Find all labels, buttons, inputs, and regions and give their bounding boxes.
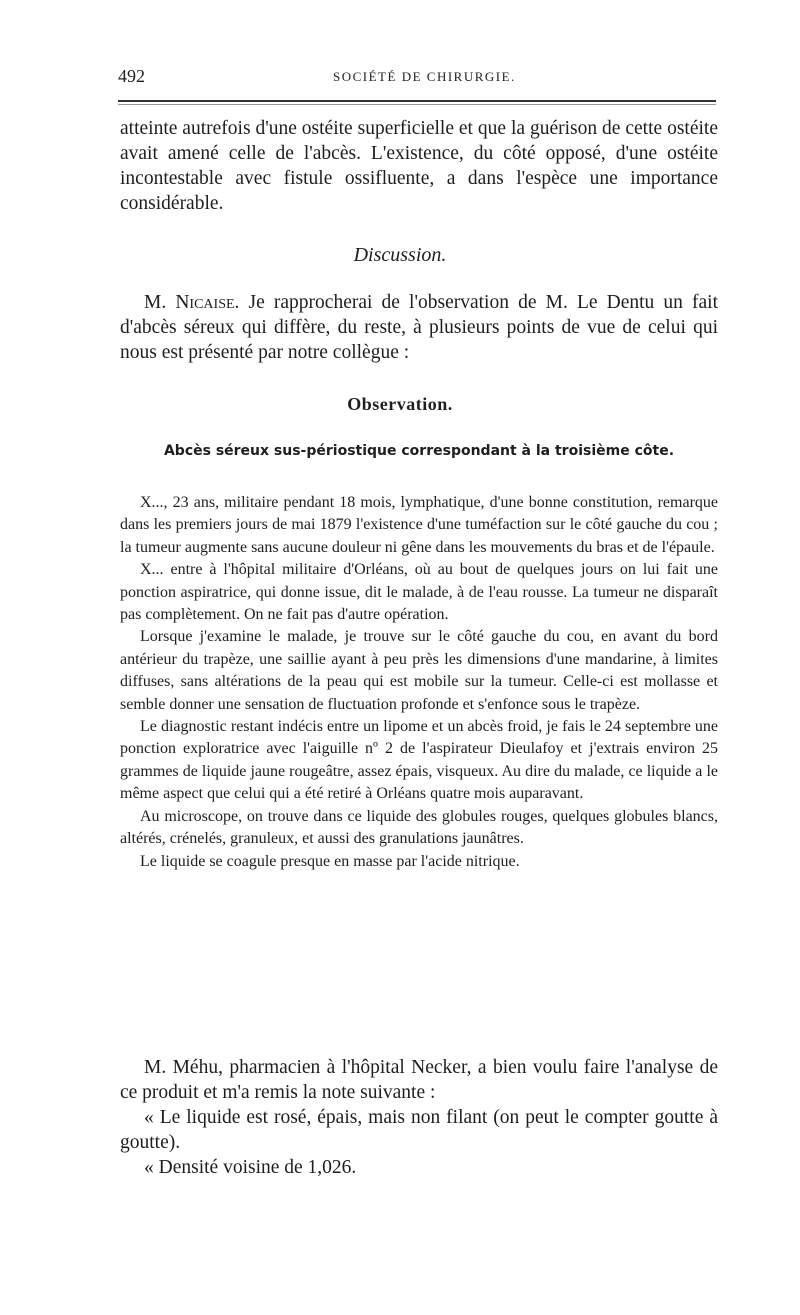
- quote-paragraph: « Le liquide est rosé, épais, mais non filant (on peut le compter goutte à goutte).: [120, 1107, 718, 1153]
- observation-body: [120, 492, 718, 873]
- observation-paragraph: Le diagnostic restant indécis entre un lipome et un abcès froid, je fais le 24 septembre une ponction exploratrice avec l'aiguille nº 2 de l'aspirateur Dieulafoy et j'extrais environ 25 grammes de liquide jaune rougeâtre, assez épais, visqueux. Au dire du malade, ce liquide a le même aspect que celui qui a été retiré à Orléans quatre mois auparavant.: [120, 718, 718, 803]
- observation-paragraph: Au microscope, on trouve dans ce liquide des globules rouges, quelques globules blancs, altérés, crénelés, granuleux, et aussi des granulations jaunâtres.: [120, 807, 718, 848]
- observation-paragraph: Le liquide se coagule presque en masse par l'acide nitrique.: [140, 852, 520, 870]
- observation-paragraph: X..., 23 ans, militaire pendant 18 mois, lymphatique, d'une bonne constitution, remarque dans les premiers jours de mai 1879 l'existence d'une tuméfaction sur le côté gauche du cou ; la tumeur augmente sans aucune douleur ni gêne dans les mouvements du bras et de l'épaule.: [120, 494, 718, 556]
- nicaise-paragraph: [120, 290, 718, 365]
- observation-heading: Observation.: [347, 394, 453, 414]
- intro-paragraph: atteinte autrefois d'une ostéite superficielle et que la guérison de cette ostéite avait amené celle de l'abcès. L'existence, du côté opposé, d'une ostéite incontestable avec fistule ossifluente, a dans l'espèce une importance considérable.: [120, 118, 718, 214]
- observation-subheading: Abcès séreux sus-périostique correspondant à la troisième côte.: [163, 443, 675, 459]
- observation-paragraph: Lorsque j'examine le malade, je trouve sur le côté gauche du cou, en avant du bord antérieur du trapèze, une saillie ayant à peu près les dimensions d'une mandarine, à limites diffuses, sans altérations de la peau qui est mobile sur la tumeur. Celle-ci est mollasse et semble donner une sensation de fluctuation profonde et s'enfonce sous le trapèze.: [120, 628, 718, 713]
- quote-paragraph: « Densité voisine de 1,026.: [144, 1157, 357, 1178]
- speaker-name: Nicaise: [175, 292, 235, 313]
- page-header: [118, 66, 718, 96]
- running-title: SOCIÉTÉ DE CHIRURGIE.: [333, 69, 516, 84]
- header-rule: [118, 100, 716, 102]
- nicaise-text: . Je rapprocherai de l'observation de M. Le Dentu un fait d'abcès séreux qui diffère, du reste, à plusieurs points de vue de celui qui nous est présenté par notre collègue :: [120, 292, 719, 363]
- mehu-paragraph: M. Méhu, pharmacien à l'hôpital Necker, a bien voulu faire l'analyse de ce produit et m'a remis la note suivante :: [120, 1057, 718, 1103]
- header-rule-secondary: [118, 104, 716, 105]
- nicaise-prefix: M.: [144, 292, 167, 313]
- discussion-heading: Discussion.: [353, 244, 447, 266]
- page-number: 492: [118, 66, 145, 86]
- closing-section: [120, 1055, 718, 1180]
- observation-paragraph: X... entre à l'hôpital militaire d'Orléans, où au bout de quelques jours on lui fait une ponction aspiratrice, qui donne issue, dit le malade, à de l'eau rousse. La tumeur ne disparaît pas complètement. On ne fait pas d'autre opération.: [120, 561, 718, 624]
